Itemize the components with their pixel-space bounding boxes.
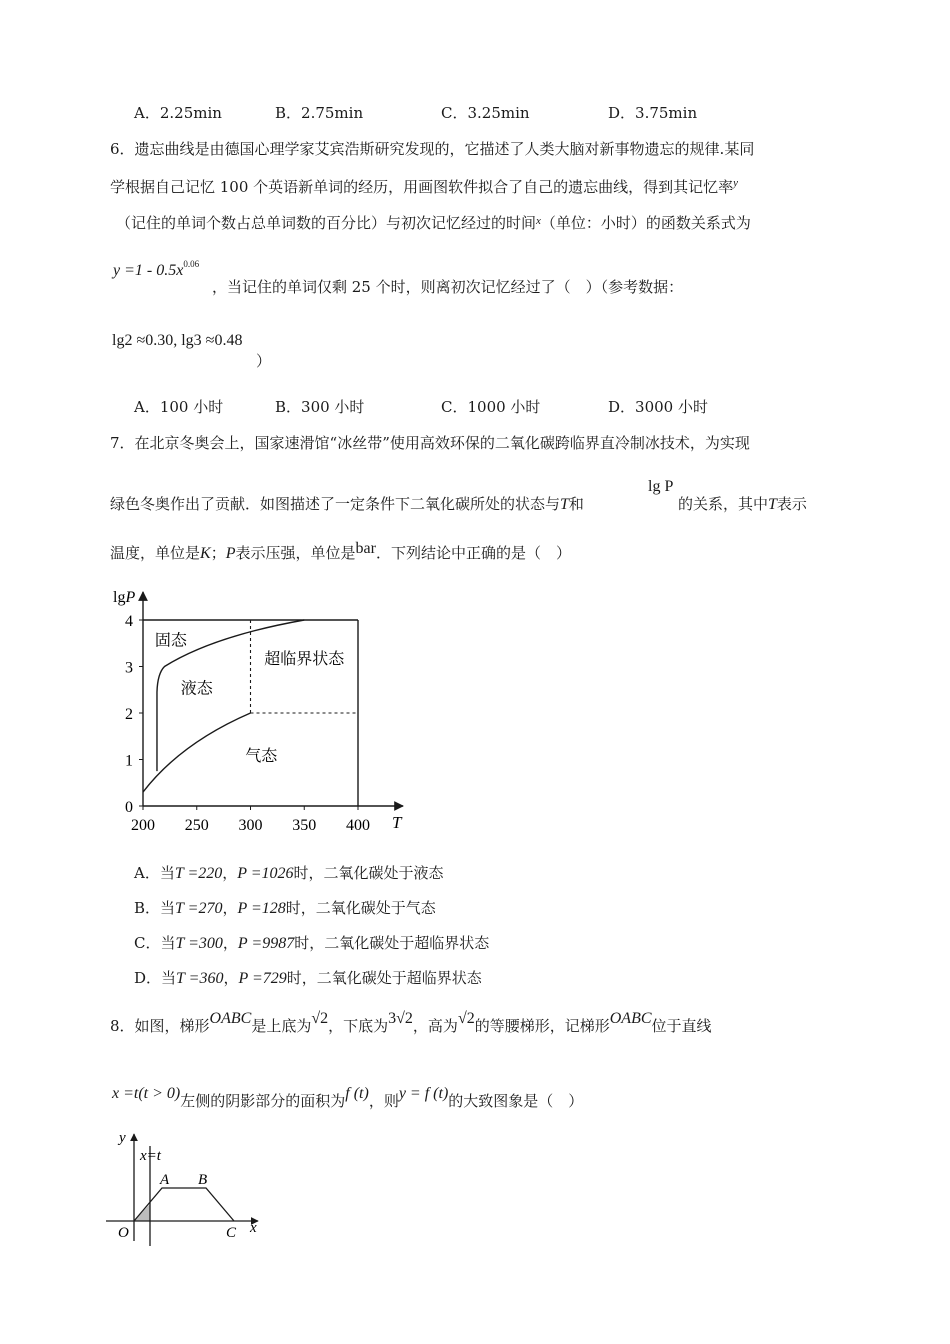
label-x-eq-t: x=t <box>140 1148 161 1164</box>
phase-diagram-chart <box>100 582 420 842</box>
q7-option-a-T: T =220 <box>174 865 223 882</box>
q6-option-b: B．300 小时 <box>275 398 365 416</box>
q8-yft: y = f (t) <box>398 1085 449 1102</box>
x-axis-label: T <box>392 813 402 832</box>
q6-formula <box>113 260 199 280</box>
q7-option-b-label: B．当 <box>134 899 176 917</box>
q7-line2a-text: 绿色冬奥作出了贡献．如图描述了一定条件下二氧化碳所处的状态与 <box>110 495 561 513</box>
q6-formula-main: y =1 - 0.5x <box>113 262 184 279</box>
x-tick-label-400: 400 <box>346 817 370 834</box>
q7-lgP-text: lg P <box>648 478 674 495</box>
q6-ref-data: lg2 ≈0.30, lg3 ≈0.48 <box>112 332 243 349</box>
q7-var-T: T <box>560 496 569 513</box>
q7-option-c-rest: 时，二氧化碳处于超临界状态 <box>294 934 490 952</box>
q6-line3a: （记住的单词个数占总单词数的百分比）与初次记忆经过的时间 <box>116 214 537 232</box>
q6-formula-exp: 0.06 <box>183 259 200 269</box>
q7-lgP <box>648 478 673 496</box>
q8-oabc-2: OABC <box>609 1010 652 1027</box>
q8-line1f: 位于直线 <box>651 1017 712 1035</box>
q7-line3d: ．下列结论中正确的是（ ） <box>375 544 571 562</box>
q8-line1e: 的等腰梯形，记梯形 <box>474 1017 610 1035</box>
q5-option-b: B．2.75min <box>275 104 364 122</box>
q7-line2c-text: 表示 <box>776 495 807 513</box>
q6-line2-text: 学根据自己记忆 100 个英语新单词的经历，用画图软件拟合了自己的遗忘曲线，得到其记忆率 <box>110 178 734 196</box>
q7-option-b-T: T =270 <box>175 900 223 917</box>
q8-line2c: 的大致图象是（ ） <box>448 1092 584 1110</box>
q7-option-c-label: C．当 <box>134 934 176 952</box>
q6-line3 <box>116 212 751 233</box>
q7-option-d-P: P =729 <box>238 970 287 987</box>
q7-option-a-rest: 时，二氧化碳处于液态 <box>293 864 444 882</box>
region-liquid: 液态 <box>180 678 213 698</box>
q6-option-c: C．1000 小时 <box>441 398 541 416</box>
x-tick-label-250: 250 <box>184 817 209 834</box>
q6-line4: ，当记住的单词仅剩 25 个时，则离初次记忆经过了（ ）（参考数据： <box>212 278 684 296</box>
y-tick-label-1: 1 <box>125 752 133 770</box>
q5-option-c: C．3.25min <box>441 104 530 122</box>
y-tick-label-2: 2 <box>125 706 133 723</box>
q8-line1b: 是上底为 <box>251 1017 312 1035</box>
q8-sqrt2-b: √2 <box>396 1010 413 1027</box>
q6-option-a: A．100 小时 <box>134 398 224 416</box>
y-tick-label-3: 3 <box>125 659 133 677</box>
region-supercritical: 超临界状态 <box>264 649 345 669</box>
q7-line2a <box>110 493 584 514</box>
label-O: O <box>118 1225 129 1241</box>
x-tick-label-350: 350 <box>292 817 317 834</box>
q7-line3a: 温度，单位是 <box>110 544 201 562</box>
q6-option-d: D．3000 小时 <box>608 398 708 416</box>
q8-line2a: 左侧的阴影部分的面积为 <box>180 1092 346 1110</box>
region-gas: 气态 <box>245 745 278 765</box>
q8-ft: f (t) <box>345 1085 369 1102</box>
label-B: B <box>198 1172 208 1188</box>
label-A: A <box>160 1172 170 1188</box>
q7-he: 和 <box>568 495 584 513</box>
q7-var-P: P <box>225 545 236 562</box>
q8-sqrt2-a: √2 <box>311 1010 329 1027</box>
q7-option-d-T: T =360 <box>176 970 224 987</box>
q6-line3b: （单位：小时）的函数关系式为 <box>540 214 751 232</box>
x-tick-label-300: 300 <box>238 817 263 834</box>
q5-option-a: A．2.25min <box>134 104 222 122</box>
q6-ref-close: ） <box>256 352 272 370</box>
q7-option-a: A．当T =220，P =1026时，二氧化碳处于液态 <box>134 864 444 882</box>
q6-line2 <box>110 176 738 197</box>
region-solid: 固态 <box>154 630 187 650</box>
q8-cond: x =t(t > 0) <box>112 1085 181 1102</box>
q8-sqrt2-c: √2 <box>457 1010 475 1027</box>
q8-line1 <box>110 1010 712 1036</box>
q6-var-x: x <box>536 215 541 227</box>
q7-line2b-text: 的关系，其中 <box>678 495 769 513</box>
q7-option-b-P: P =128 <box>237 900 286 917</box>
label-y: y <box>119 1130 126 1146</box>
q7-option-b-rest: 时，二氧化碳处于气态 <box>285 899 436 917</box>
q7-option-a-label: A．当 <box>134 864 175 882</box>
q6-var-y: y <box>733 177 739 189</box>
q7-option-d-label: D．当 <box>134 969 177 987</box>
q7-var-T2: T <box>768 496 777 513</box>
q7-option-b: B．当T =270，P =128时，二氧化碳处于气态 <box>134 899 436 917</box>
label-x: x <box>250 1220 257 1236</box>
q7-option-c-P: P =9987 <box>237 935 295 952</box>
q5-option-d: D．3.75min <box>608 104 698 122</box>
q7-line3 <box>110 542 571 563</box>
q7-var-K: K <box>200 545 211 562</box>
q7-option-d: D．当T =360，P =729时，二氧化碳处于超临界状态 <box>134 969 482 987</box>
q7-option-d-rest: 时，二氧化碳处于超临界状态 <box>286 969 482 987</box>
trapezoid-figure <box>100 1126 280 1246</box>
q8-line1d: ，高为 <box>412 1017 458 1035</box>
q8-three: 3 <box>388 1010 397 1027</box>
q7-bar: bar <box>355 540 376 557</box>
q7-line3c: 表示压强，单位是 <box>235 544 356 562</box>
q6-line1: 6．遗忘曲线是由德国心理学家艾宾浩斯研究发现的，它描述了人类大脑对新事物遗忘的规律.某同 <box>110 140 755 158</box>
q8-oabc: OABC <box>209 1010 252 1027</box>
q8-line1c: ，下底为 <box>328 1017 389 1035</box>
q7-line2b <box>678 493 807 514</box>
y-tick-label-4: 4 <box>125 613 133 630</box>
y-axis-label: lgP <box>113 589 136 606</box>
label-C: C <box>226 1225 237 1241</box>
q7-option-a-P: P =1026 <box>237 865 294 882</box>
q7-line1: 7．在北京冬奥会上，国家速滑馆“冰丝带”使用高效环保的二氧化碳跨临界直冷制冰技术，为实现 <box>110 434 750 452</box>
q7-option-c: C．当T =300，P =9987时，二氧化碳处于超临界状态 <box>134 934 490 952</box>
x-tick-label-200: 200 <box>131 817 155 834</box>
q8-line2 <box>112 1085 584 1111</box>
q8-line2b: ，则 <box>368 1092 399 1110</box>
q8-line1a: 8．如图，梯形 <box>110 1017 210 1035</box>
gas-liquid-curve <box>143 713 251 792</box>
q7-line3b: ； <box>210 544 226 562</box>
y-tick-label-0: 0 <box>125 799 133 816</box>
q7-option-c-T: T =300 <box>175 935 223 952</box>
